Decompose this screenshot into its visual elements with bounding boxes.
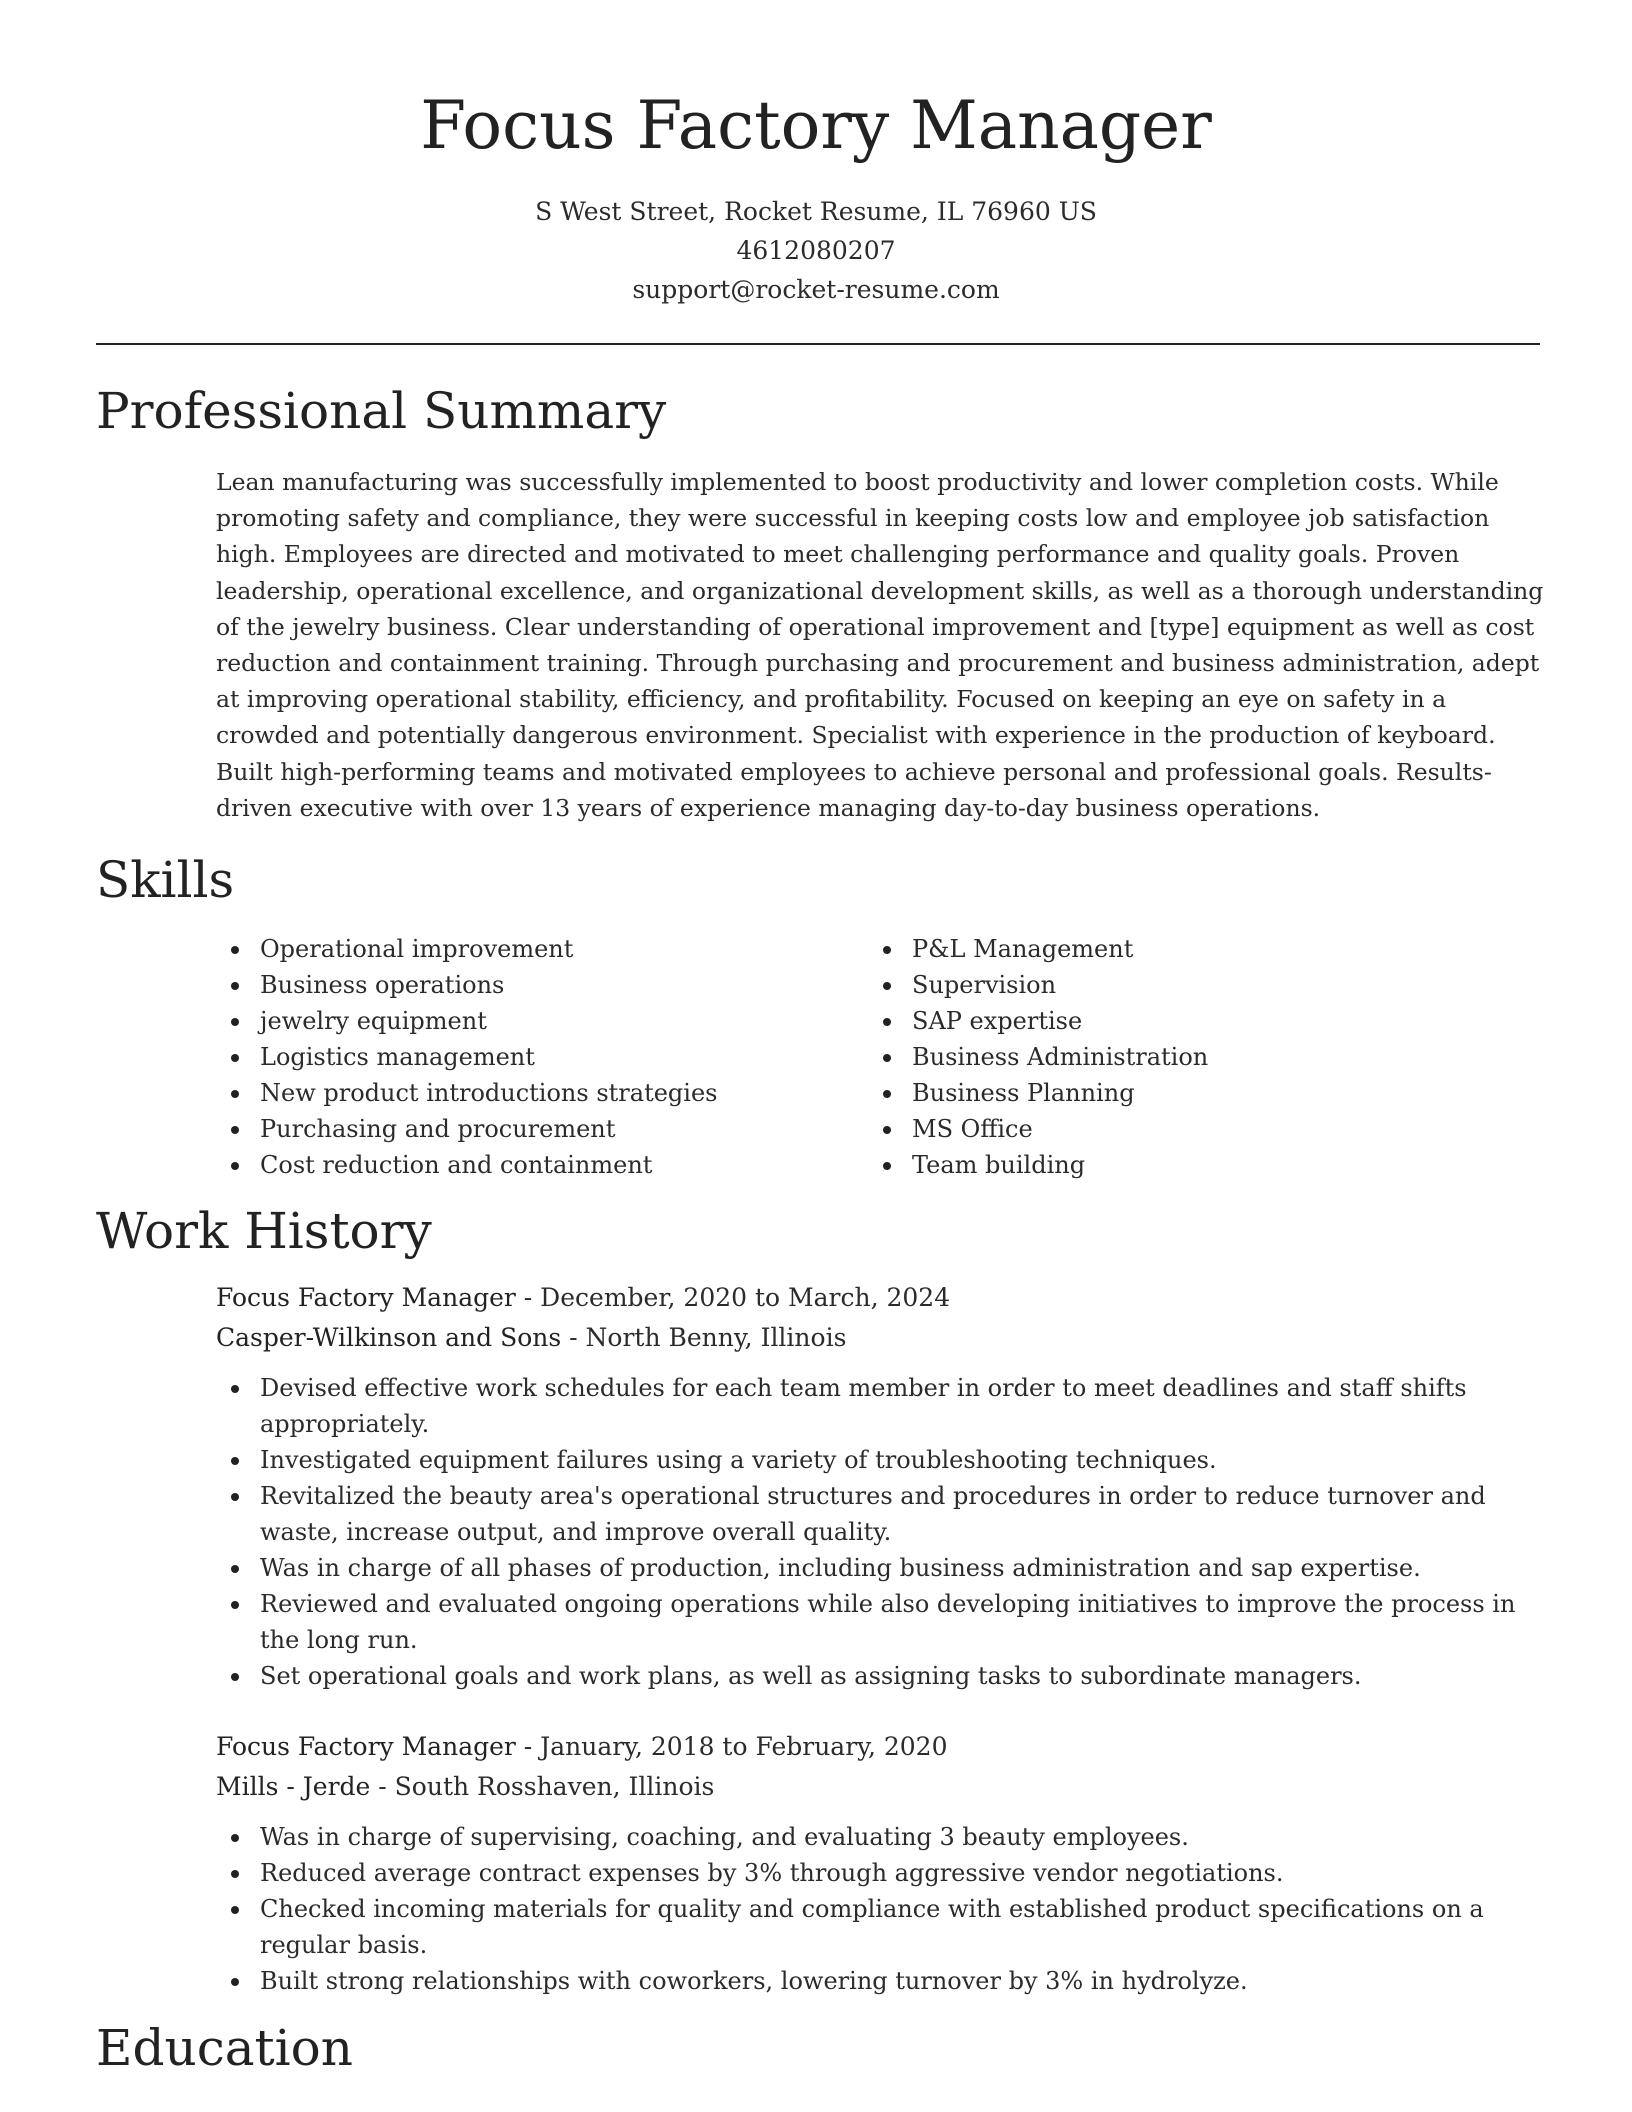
- header-divider: [96, 343, 1540, 345]
- section-title-education: Education: [96, 2019, 353, 2077]
- job-bullet: Was in charge of supervising, coaching, and evaluating 3 beauty employees.: [216, 1819, 1546, 1855]
- skill-item: Business Administration: [868, 1039, 1508, 1075]
- contact-phone: 4612080207: [736, 236, 896, 265]
- skills-list-right: [868, 931, 1508, 1183]
- skill-item: Business Planning: [868, 1075, 1508, 1111]
- job-dates: - December, 2020 to March, 2024: [515, 1283, 951, 1312]
- job-title: Focus Factory Manager: [216, 1283, 516, 1312]
- skill-item: Cost reduction and containment: [216, 1147, 856, 1183]
- job-2-bullets: [216, 1819, 1546, 1999]
- skill-item: SAP expertise: [868, 1003, 1508, 1039]
- skill-item: jewelry equipment: [216, 1003, 856, 1039]
- job-location: - North Benny, Illinois: [561, 1323, 847, 1352]
- job-bullet: Was in charge of all phases of production, including business administration and sap expertise.: [216, 1550, 1546, 1586]
- job-company: Casper-Wilkinson and Sons: [216, 1323, 562, 1352]
- skill-item: MS Office: [868, 1111, 1508, 1147]
- summary-text: Lean manufacturing was successfully implemented to boost productivity and lower completion costs. While promoting safety and compliance, they were successful in keeping costs low and employee job satisfaction high. Employees are directed and motivated to meet challenging performance and quality goals. Proven leadership, operational excellence, and organizational development skills, as well as a thorough understanding of the jewelry business. Clear understanding of operational improvement and [type] equipment as well as cost reduction and containment training. Through purchasing and procurement and business administration, adept at improving operational stability, efficiency, and profitability. Focused on keeping an eye on safety in a crowded and potentially dangerous environment. Specialist with experience in the production of keyboard. Built high-performing teams and motivated employees to achieve personal and professional goals. Results-driven executive with over 13 years of experience managing day-to-day business operations.: [216, 468, 1544, 822]
- skill-item: Team building: [868, 1147, 1508, 1183]
- job-bullet: Checked incoming materials for quality and compliance with established product specifications on a regular basis.: [216, 1891, 1546, 1963]
- job-location: - South Rosshaven, Illinois: [370, 1772, 715, 1801]
- job-bullet: Devised effective work schedules for each team member in order to meet deadlines and staff shifts appropriately.: [216, 1370, 1546, 1442]
- job-1-title-line: [216, 1278, 950, 1318]
- job-bullet: Revitalized the beauty area's operational structures and procedures in order to reduce turnover and waste, increase output, and improve overall quality.: [216, 1478, 1546, 1550]
- section-title-summary: Professional Summary: [96, 382, 667, 440]
- job-dates: - January, 2018 to February, 2020: [515, 1732, 948, 1761]
- job-bullet: Reduced average contract expenses by 3% through aggressive vendor negotiations.: [216, 1855, 1546, 1891]
- contact-block: [0, 192, 1632, 309]
- skill-item: P&L Management: [868, 931, 1508, 967]
- section-title-skills: Skills: [96, 851, 235, 909]
- skill-item: Business operations: [216, 967, 856, 1003]
- skill-item: Logistics management: [216, 1039, 856, 1075]
- job-2-company-line: [216, 1767, 714, 1807]
- skill-item: New product introductions strategies: [216, 1075, 856, 1111]
- job-1-company-line: [216, 1318, 846, 1358]
- candidate-name: Focus Factory Manager: [420, 87, 1212, 164]
- job-bullet: Built strong relationships with coworkers, lowering turnover by 3% in hydrolyze.: [216, 1963, 1546, 1999]
- job-bullet: Reviewed and evaluated ongoing operations while also developing initiatives to improve the process in the long run.: [216, 1586, 1546, 1658]
- contact-address: S West Street, Rocket Resume, IL 76960 US: [535, 197, 1097, 226]
- job-title: Focus Factory Manager: [216, 1732, 516, 1761]
- job-2-title-line: [216, 1727, 947, 1767]
- job-bullet: Set operational goals and work plans, as well as assigning tasks to subordinate managers.: [216, 1658, 1546, 1694]
- job-company: Mills - Jerde: [216, 1772, 371, 1801]
- skills-list-left: [216, 931, 856, 1183]
- contact-email: support@rocket-resume.com: [632, 275, 1000, 304]
- skill-item: Operational improvement: [216, 931, 856, 967]
- job-bullet: Investigated equipment failures using a variety of troubleshooting techniques.: [216, 1442, 1546, 1478]
- job-1-bullets: [216, 1370, 1546, 1694]
- skill-item: Purchasing and procurement: [216, 1111, 856, 1147]
- skill-item: Supervision: [868, 967, 1508, 1003]
- section-title-work-history: Work History: [96, 1202, 432, 1260]
